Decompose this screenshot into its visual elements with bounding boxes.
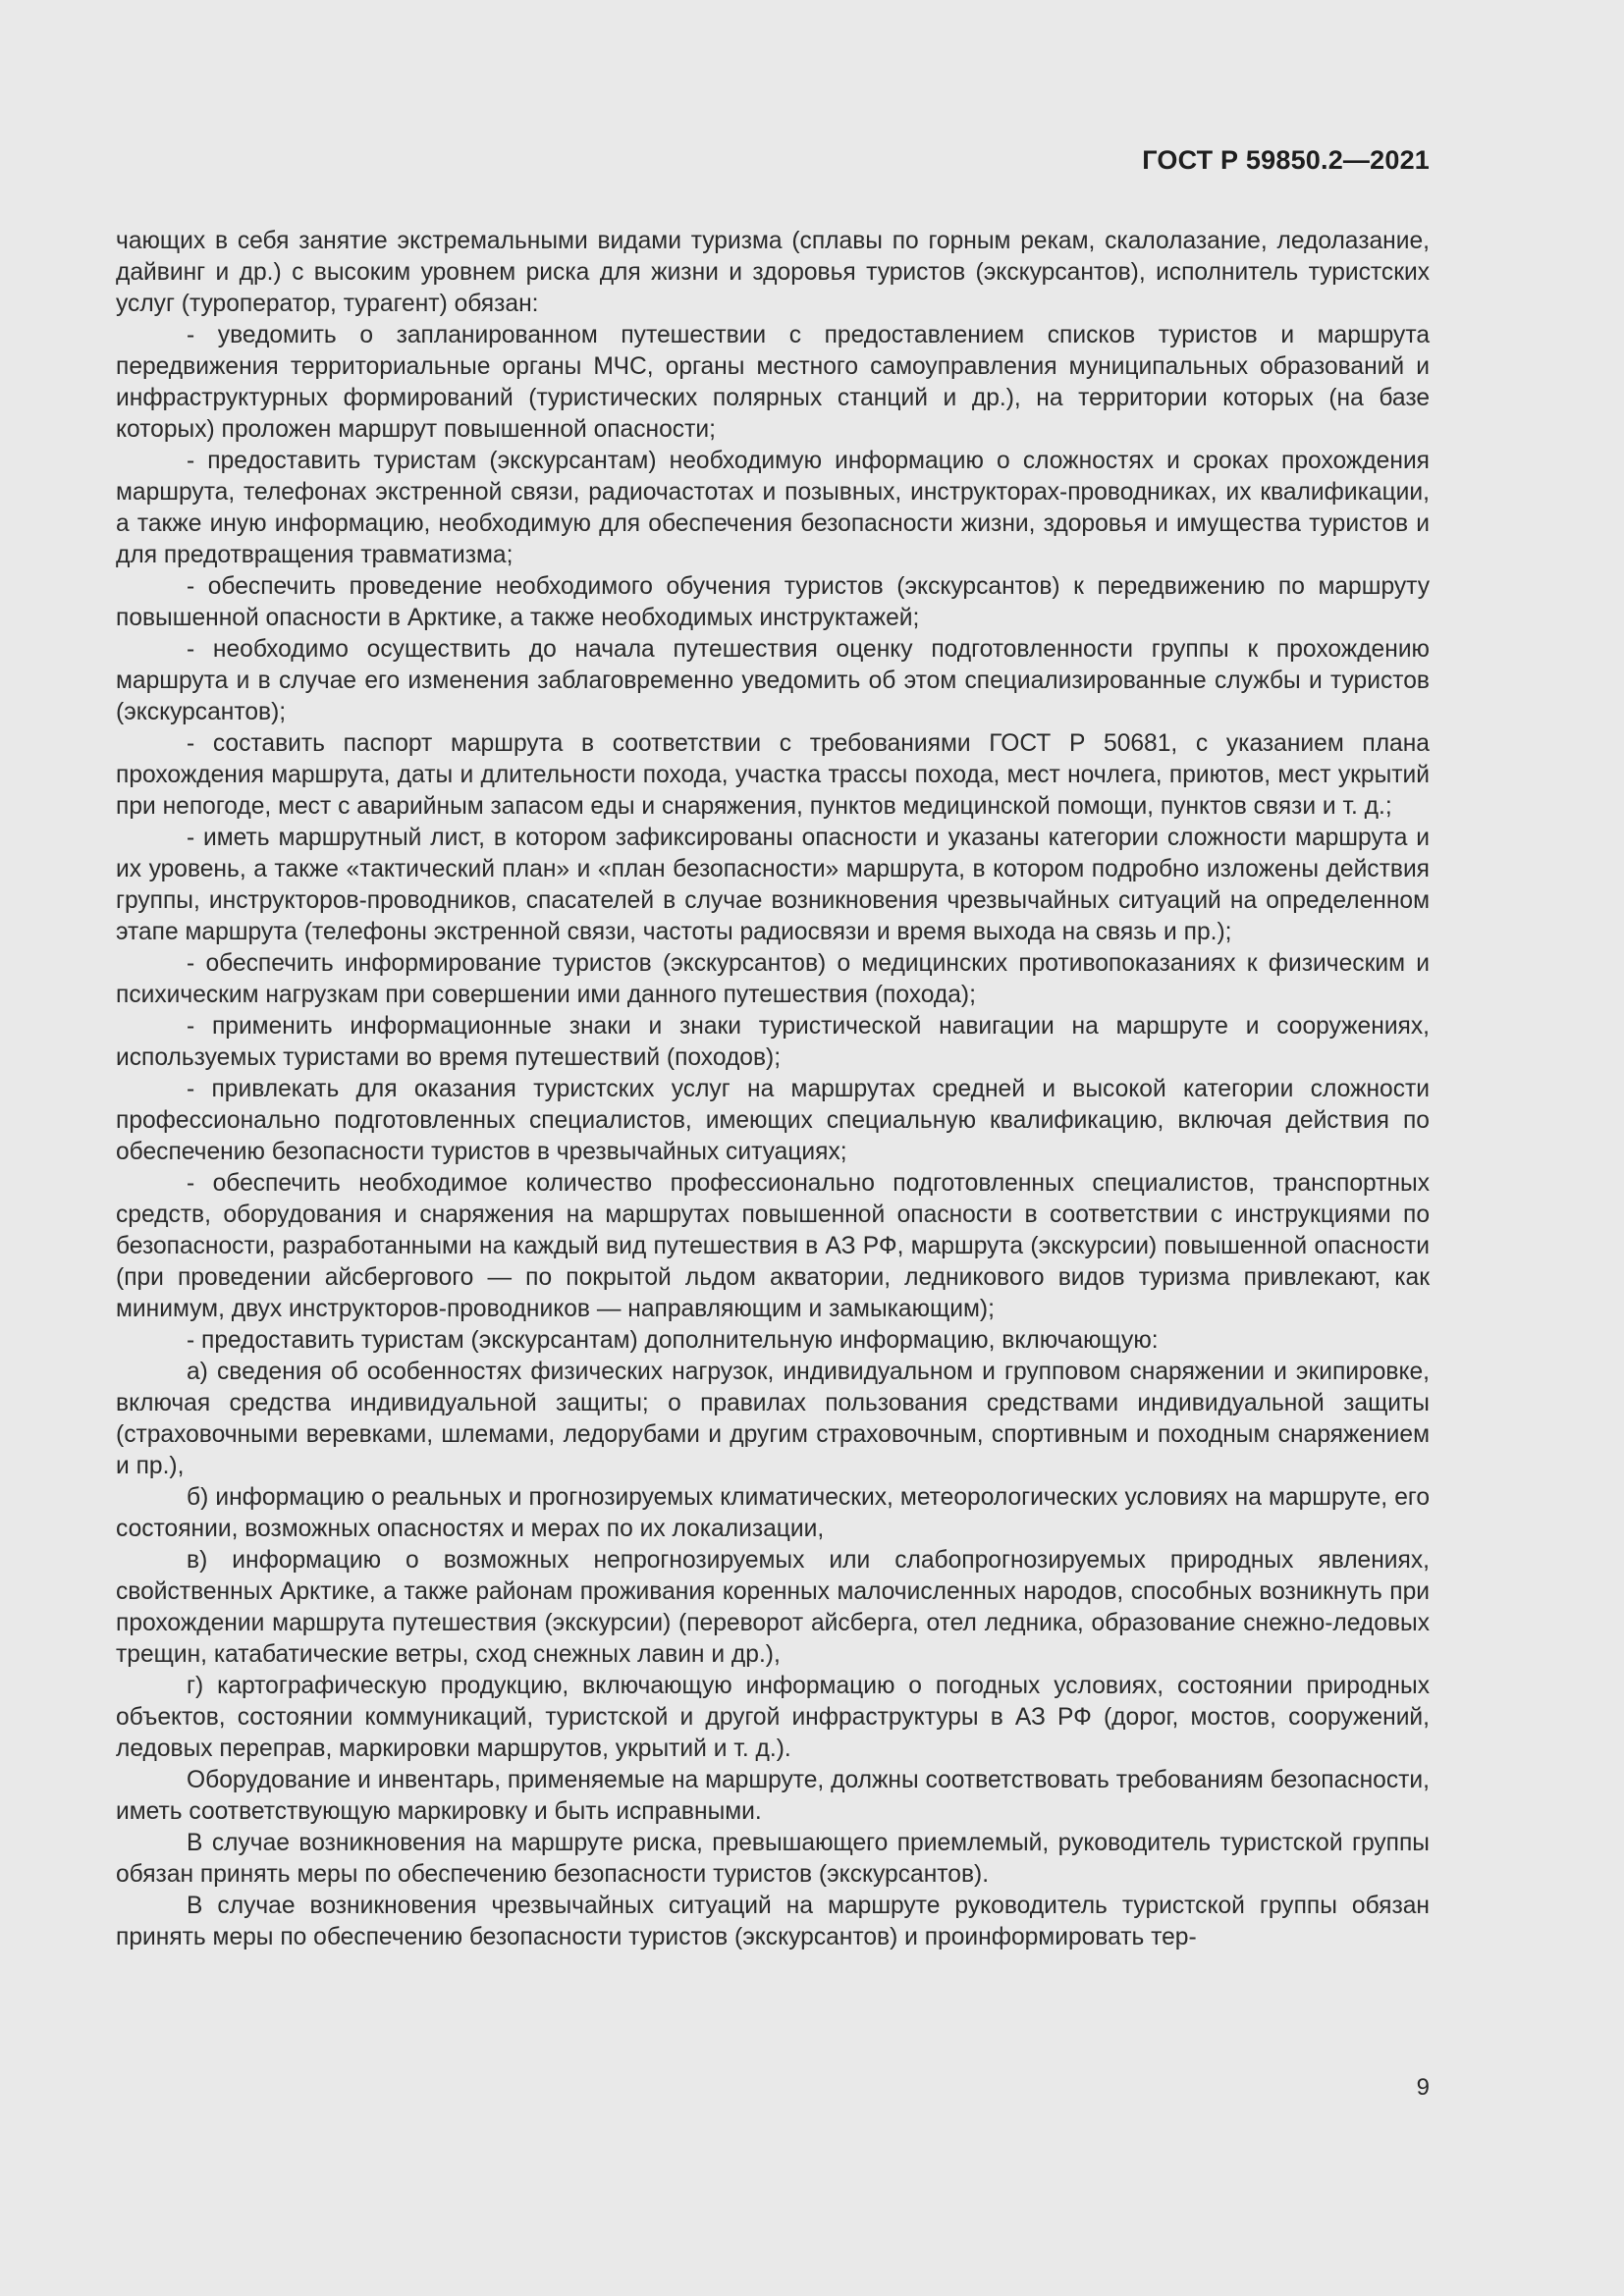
list-item: - предоставить туристам (экскурсантам) дополнительную информацию, включающую: <box>187 1327 1159 1354</box>
paragraph: чающих в себя занятие экстремальными видами туризма (сплавы по горным рекам, скалолазание, ледолазание, дайвинг и др.) с высоким уровнем риска для жизни и здоровья туристов (экскурсантов), исполнитель туристских услуг (туроператор, турагент) обязан: <box>116 228 1430 317</box>
list-item: - необходимо осуществить до начала путешествия оценку подготовленности группы к прохождению маршрута и в случае его изменения заблаговременно уведомить об этом специализированные службы и туристов (экскурсантов); <box>116 636 1430 725</box>
list-item: - привлекать для оказания туристских услуг на маршрутах средней и высокой категории сложности профессионально подготовленных специалистов, имеющих специальную квалификацию, включая действия по обеспечению безопасности туристов в чрезвычайных ситуациях; <box>116 1076 1430 1165</box>
page-number: 9 <box>1416 2074 1430 2101</box>
sub-item: б) информацию о реальных и прогнозируемых климатических, метеорологических условиях на маршруте, его состоянии, возможных опасностях и мерах по их локализации, <box>116 1484 1430 1542</box>
standard-header: ГОСТ Р 59850.2—2021 <box>1142 145 1430 175</box>
list-item: - применить информационные знаки и знаки туристической навигации на маршруте и сооружениях, используемых туристами во время путешествий (походов); <box>116 1013 1430 1071</box>
document-body <box>116 226 1430 1953</box>
paragraph: Оборудование и инвентарь, применяемые на маршруте, должны соответствовать требованиям безопасности, иметь соответствующую маркировку и быть исправными. <box>116 1767 1430 1825</box>
list-item: - обеспечить необходимое количество профессионально подготовленных специалистов, транспортных средств, оборудования и снаряжения на маршрутах повышенной опасности в соответствии с инструкциями по безопасности, разработанными на каждый вид путешествия в АЗ РФ, маршрута (экскурсии) повышенной опасности (при проведении айсбергового — по покрытой льдом акватории, ледникового видов туризма привлекают, как минимум, двух инструкторов-проводников — направляющим и замыкающим); <box>116 1170 1430 1322</box>
list-item: - уведомить о запланированном путешествии с предоставлением списков туристов и маршрута передвижения территориальные органы МЧС, органы местного самоуправления муниципальных образований и инфраструктурных формирований (туристических полярных станций и др.), на территории которых (на базе которых) проложен маршрут повышенной опасности; <box>116 322 1430 443</box>
paragraph: В случае возникновения чрезвычайных ситуаций на маршруте руководитель туристской группы обязан принять меры по обеспечению безопасности туристов (экскурсантов) и проинформировать тер- <box>116 1893 1430 1950</box>
list-item: - обеспечить проведение необходимого обучения туристов (экскурсантов) к передвижению по маршруту повышенной опасности в Арктике, а также необходимых инструктажей; <box>116 573 1430 631</box>
sub-item: в) информацию о возможных непрогнозируемых или слабопрогнозируемых природных явлениях, свойственных Арктике, а также районам проживания коренных малочисленных народов, способных возникнуть при прохождении маршрута путешествия (экскурсии) (переворот айсберга, отел ледника, образование снежно-ледовых трещин, катабатические ветры, сход снежных лавин и др.), <box>116 1547 1430 1668</box>
list-item: - иметь маршрутный лист, в котором зафиксированы опасности и указаны категории сложности маршрута и их уровень, а также «тактический план» и «план безопасности» маршрута, в котором подробно изложены действия группы, инструкторов-проводников, спасателей в случае возникновения чрезвычайных ситуаций на определенном этапе маршрута (телефоны экстренной связи, частоты радиосвязи и время выхода на связь и пр.); <box>116 825 1430 945</box>
paragraph: В случае возникновения на маршруте риска, превышающего приемлемый, руководитель туристской группы обязан принять меры по обеспечению безопасности туристов (экскурсантов). <box>116 1830 1430 1888</box>
sub-item: г) картографическую продукцию, включающую информацию о погодных условиях, состоянии природных объектов, состоянии коммуникаций, туристской и другой инфраструктуры в АЗ РФ (дорог, мостов, сооружений, ледовых переправ, маркировки маршрутов, укрытий и т. д.). <box>116 1673 1430 1762</box>
list-item: - составить паспорт маршрута в соответствии с требованиями ГОСТ Р 50681, с указанием плана прохождения маршрута, даты и длительности похода, участка трассы похода, мест ночлега, приютов, мест укрытий при непогоде, мест с аварийным запасом еды и снаряжения, пунктов медицинской помощи, пунктов связи и т. д.; <box>116 730 1430 820</box>
sub-item: а) сведения об особенностях физических нагрузок, индивидуальном и групповом снаряжении и экипировке, включая средства индивидуальной защиты; о правилах пользования средствами индивидуальной защиты (страховочными веревками, шлемами, ледорубами и другим страховочным, спортивным и походным снаряжением и пр.), <box>116 1359 1430 1479</box>
list-item: - предоставить туристам (экскурсантам) необходимую информацию о сложностях и сроках прохождения маршрута, телефонах экстренной связи, радиочастотах и позывных, инструкторах-проводниках, их квалификации, а также иную информацию, необходимую для обеспечения безопасности жизни, здоровья и имущества туристов и для предотвращения травматизма; <box>116 448 1430 568</box>
list-item: - обеспечить информирование туристов (экскурсантов) о медицинских противопоказаниях к физическим и психическим нагрузкам при совершении ими данного путешествия (похода); <box>116 950 1430 1008</box>
